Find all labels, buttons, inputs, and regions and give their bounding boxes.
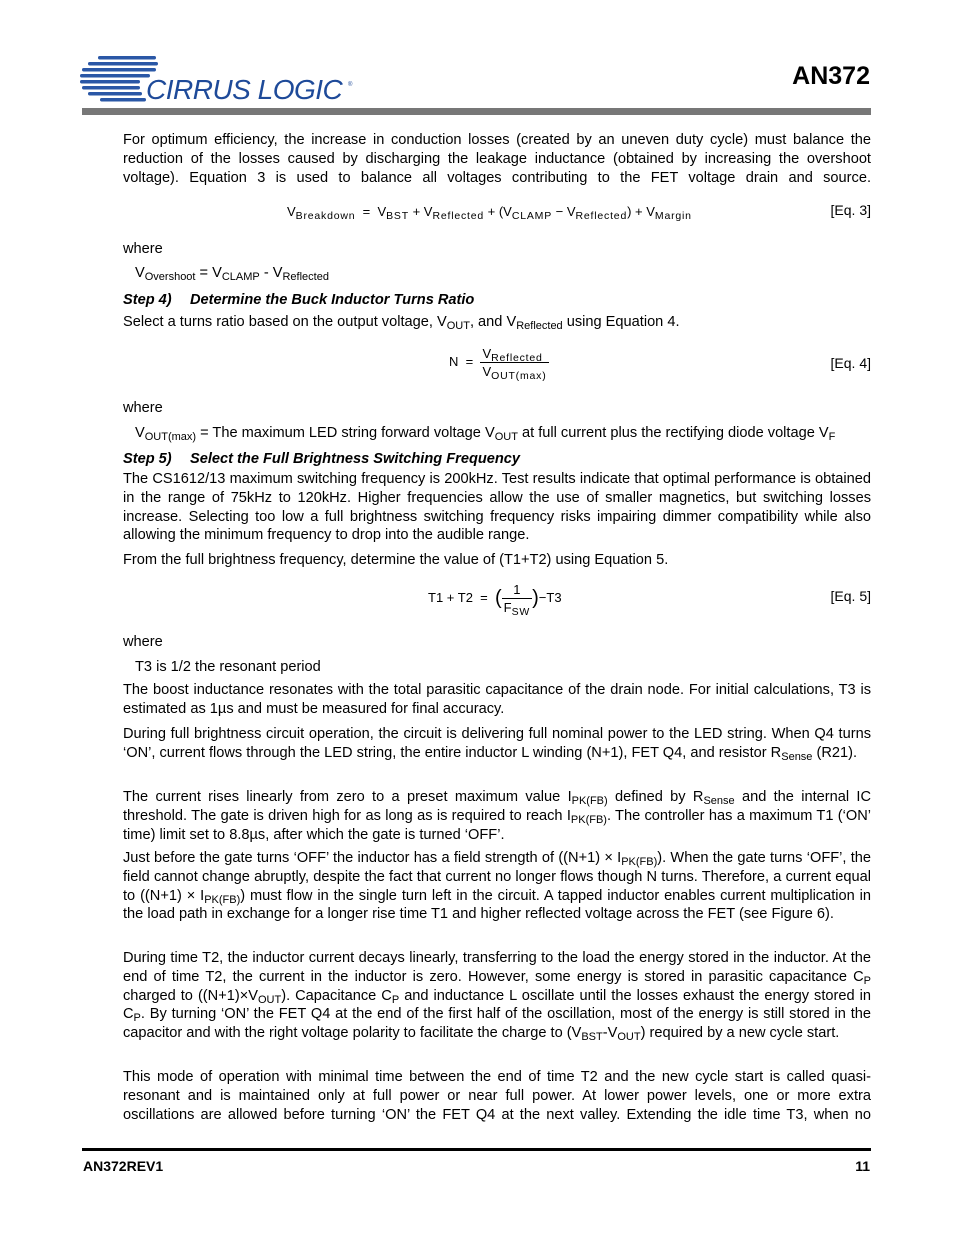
document-id: AN372 (792, 62, 870, 90)
footer-revision: AN372REV1 (83, 1158, 164, 1174)
step-5-heading: Step 5) Select the Full Brightness Switching Frequency (123, 451, 521, 467)
equation-5-label: [Eq. 5] (830, 588, 871, 604)
paragraph-intro: For optimum efficiency, the increase in conduction losses (created by an uneven duty cycle) must balance the reduction of the losses caused by discharging the leakage inductance (obtained by increasing the overshoot voltage). Equation 3 is used to balance all voltages contributing to the FET voltage drain and source. (123, 132, 871, 186)
overshoot-definition: $V_{Overshoot} = V_{CLAMP} - V_{Reflected}$ (135, 265, 329, 283)
paragraph-quasi-resonant: This mode of operation with minimal time between the end of time T2 and the new cycle start is called quasi-resonant and is maintained only at full power or near full power. At lower power levels, one or more extra oscillations are allowed before turning ‘ON’ the FET Q4 at the next valley. Extending the idle time T3, when no (123, 1069, 871, 1123)
header-rule (82, 108, 871, 115)
equation-3: $V_{Breakdown} = V_{BST} + V_{Reflected} + (V_{CLAMP} - V_{Reflected}) + V_{Margin}$ (287, 204, 692, 222)
paragraph-turns-ratio: Select a turns ratio based on the output voltage, $V_{OUT}$, and $V_{Reflected}$ using Equation 4. (123, 314, 680, 332)
footer-rule (82, 1148, 871, 1151)
paragraph-field-strength: Just before the gate turns ‘OFF’ the inductor has a field strength of $((N+1) \times I_{PK(FB)})$. When the gate turns ‘OFF’, the field cannot change abruptly, despite the fact that current no longer flows though N turns. Therefore, a current equal to $((N+1) \times I_{PK(FB)})$ must flow in the single turn left in the circuit. A tapped inductor enables current multiplication in the load path in exchange for a longer rise time T1 and higher reflected voltage across the FET (see Figure 6). (123, 850, 872, 923)
paragraph-from-frequency: From the full brightness frequency, determine the value of (T1+T2) using Equation 5. (123, 552, 669, 568)
equation-4-label: [Eq. 4] (830, 355, 871, 371)
paragraph-current-rises: The current rises linearly from zero to a preset maximum value $I_{PK(FB)}$ defined by $R_{Sense}$ and the internal IC threshold. The gate is driven high for as long as is required to reach $I_{PK(FB)}$. The controller has a maximum T1 (‘ON’ time) limit set to 8.8µs, after which the gate is turned ‘OFF’. (123, 789, 871, 843)
svg-text:®: ® (348, 82, 353, 88)
where-label: where (123, 241, 163, 257)
cirrus-logic-logo (80, 54, 370, 106)
where-label: where (123, 634, 163, 650)
equation-4: N = $\frac{V_{Reflected}}{V_{OUT(max)}}$ (449, 346, 547, 382)
vout-max-definition: $V_{OUT(max)}$ = The maximum LED string forward voltage $V_{OUT}$ at full current plus the rectifying diode voltage $V_F$ (135, 425, 836, 443)
paragraph-full-brightness: During full brightness circuit operation, the circuit is delivering full nominal power to the LED string. When Q4 turns ‘ON’, current flows through the LED string, the entire inductor L winding (N+1), FET Q4, and resistor $R_{Sense}$ (R21). (123, 726, 871, 763)
where-label: where (123, 400, 163, 416)
t3-definition: T3 is 1/2 the resonant period (135, 659, 321, 675)
equation-5: T1 + T2 = ( $\frac{1}{F_{SW}}$ )−T3 (428, 582, 562, 618)
equation-3-label: [Eq. 3] (830, 202, 871, 218)
paragraph-switching-frequency: The CS1612/13 maximum switching frequency is 200kHz. Test results indicate that optimal performance is obtained in the range of 75kHz to 120kHz. Higher frequencies allow the use of smaller magnetics, but switching losses increase. Selecting too low a full brightness switching frequency risks impairing dimmer compatibility while also allowing the minimum frequency to drop into the audible range. (123, 471, 871, 544)
logo-wordmark: CIRRUS LOGIC (146, 74, 343, 105)
page-number: 11 (855, 1158, 870, 1174)
step-4-heading: Step 4) Determine the Buck Inductor Turns Ratio (123, 292, 475, 308)
paragraph-time-t2: During time T2, the inductor current decays linearly, transferring to the load the energy stored in the inductor. At the end of time T2, the current in the inductor is zero. However, some energy is stored in parasitic capacitance $C_P$ charged to $((N+1)\times V_{OUT})$. Capacitance $C_P$ and inductance L oscillate until the losses exhaust the energy stored in $C_P$. By turning ‘ON’ the FET Q4 at the end of the first half of the oscillation, most of the energy is still stored in the capacitor and with the right voltage polarity to facilitate the charge to $(V_{BST}-V_{OUT})$ required by a new cycle start. (123, 950, 871, 1044)
paragraph-boost-inductance: The boost inductance resonates with the total parasitic capacitance of the drain node. For initial calculations, T3 is estimated as 1µs and must be measured for final accuracy. (123, 682, 871, 717)
